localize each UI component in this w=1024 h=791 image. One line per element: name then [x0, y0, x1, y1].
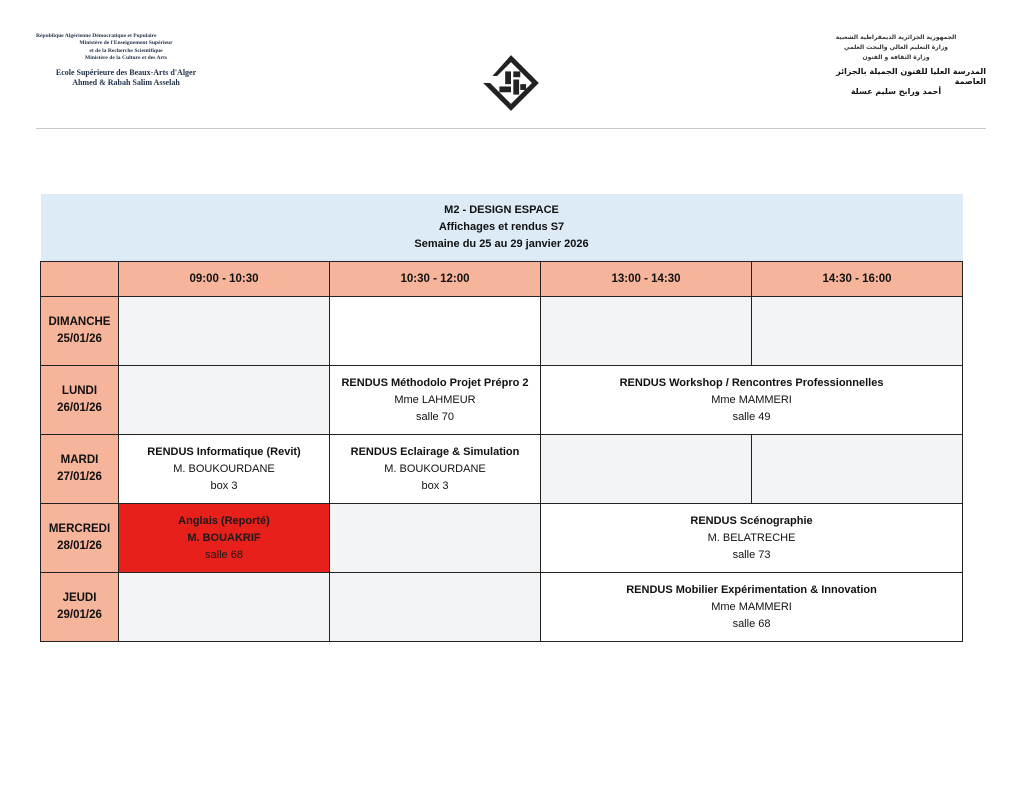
session-teacher: M. BOUKOURDANE — [173, 462, 275, 475]
empty-cell — [752, 297, 963, 366]
day-row-mercredi — [41, 504, 963, 573]
school-subname: Ahmed & Rabah Salim Asselah — [72, 77, 180, 87]
header-ministry-1b: et de la Recherche Scientifique — [89, 47, 163, 54]
session-title: RENDUS Eclairage & Simulation — [350, 445, 520, 458]
day-row-jeudi — [41, 573, 963, 642]
time-slot-3: 13:00 - 14:30 — [541, 262, 752, 297]
day-date: 29/01/26 — [57, 609, 102, 621]
empty-cell — [119, 297, 330, 366]
session-room: box 3 — [421, 479, 449, 492]
session-cell — [119, 435, 330, 504]
session-room: salle 49 — [732, 410, 771, 423]
school-name: Ecole Supérieure des Beaux-Arts d'Alger — [55, 67, 197, 77]
header-ministry-2: Ministère de la Culture et des Arts — [84, 55, 168, 62]
empty-cell — [330, 297, 541, 366]
corner-cell — [41, 262, 119, 297]
day-name: MERCREDI — [48, 523, 111, 535]
empty-cell — [752, 435, 963, 504]
session-teacher: M. BELATRECHE — [707, 531, 796, 544]
session-teacher: Mme MAMMERI — [711, 393, 792, 406]
session-cell — [330, 366, 541, 435]
empty-cell — [119, 573, 330, 642]
session-cell — [541, 573, 963, 642]
session-teacher: Mme LAHMEUR — [394, 393, 476, 406]
session-room: salle 68 — [205, 548, 243, 561]
session-room: salle 68 — [732, 617, 771, 630]
empty-cell — [541, 297, 752, 366]
header-arabic — [806, 33, 986, 97]
empty-cell — [541, 435, 752, 504]
session-title: RENDUS Méthodolo Projet Prépro 2 — [341, 376, 529, 389]
day-name: MARDI — [60, 454, 99, 466]
empty-cell — [119, 366, 330, 435]
day-date: 25/01/26 — [57, 333, 102, 345]
header-republic-ar: الجمهورية الجزائرية الديمقراطية الشعبية — [835, 34, 957, 41]
session-teacher: M. BOUKOURDANE — [384, 462, 486, 475]
schedule-title-program: M2 - DESIGN ESPACE — [444, 204, 559, 216]
time-slot-2: 10:30 - 12:00 — [330, 262, 541, 297]
day-name: LUNDI — [61, 385, 98, 397]
time-slot-1: 09:00 - 10:30 — [119, 262, 330, 297]
header-french — [36, 33, 216, 88]
empty-cell — [330, 504, 541, 573]
header-republic: République Algérienne Démocratique et Populaire — [36, 33, 157, 39]
time-slot-4: 14:30 - 16:00 — [752, 262, 963, 297]
school-subname-ar: أحمد ورابح سليم عسلة — [850, 87, 942, 96]
session-cell-cancelled — [119, 504, 330, 573]
session-teacher: Mme MAMMERI — [711, 600, 792, 613]
day-label — [41, 573, 119, 642]
session-title: RENDUS Workshop / Rencontres Professionnelles — [619, 376, 884, 389]
day-date: 26/01/26 — [57, 402, 102, 414]
schedule-title-subject: Affichages et rendus S7 — [438, 221, 565, 233]
day-row-dimanche — [41, 297, 963, 366]
time-slot-header-row — [41, 262, 963, 297]
session-cell — [330, 435, 541, 504]
header-divider — [36, 128, 986, 129]
session-cell — [541, 504, 963, 573]
day-label — [41, 504, 119, 573]
schedule-title-week: Semaine du 25 au 29 janvier 2026 — [414, 238, 589, 250]
day-date: 28/01/26 — [57, 540, 102, 552]
schedule-title — [41, 194, 963, 262]
session-title: RENDUS Mobilier Expérimentation & Innovation — [626, 583, 877, 596]
header-ministry-ar-1: وزارة التعليم العالي والبحث العلمي — [843, 44, 948, 51]
day-name: JEUDI — [62, 592, 97, 604]
empty-cell — [330, 573, 541, 642]
session-title: Anglais (Reporté) — [178, 514, 270, 527]
session-room: box 3 — [210, 479, 238, 492]
schedule-table — [40, 194, 963, 642]
session-teacher: M. BOUAKRIF — [187, 531, 261, 544]
session-room: salle 73 — [732, 548, 771, 561]
session-title: RENDUS Informatique (Revit) — [147, 445, 301, 458]
school-name-ar: المدرسة العليا للفنون الجميلة بالجزائر العاصمة — [836, 67, 986, 86]
day-date: 27/01/26 — [57, 471, 102, 483]
session-cell — [541, 366, 963, 435]
day-row-lundi — [41, 366, 963, 435]
header-ministry-ar-2: وزارة الثقافة و الفنون — [862, 54, 930, 61]
day-label — [41, 297, 119, 366]
school-logo-icon — [482, 54, 540, 112]
day-name: DIMANCHE — [48, 316, 111, 328]
session-title: RENDUS Scénographie — [690, 514, 813, 527]
day-label — [41, 366, 119, 435]
session-room: salle 70 — [416, 410, 454, 423]
header-ministry-1: Ministère de l'Enseignement Supérieur — [79, 40, 173, 47]
day-row-mardi — [41, 435, 963, 504]
day-label — [41, 435, 119, 504]
